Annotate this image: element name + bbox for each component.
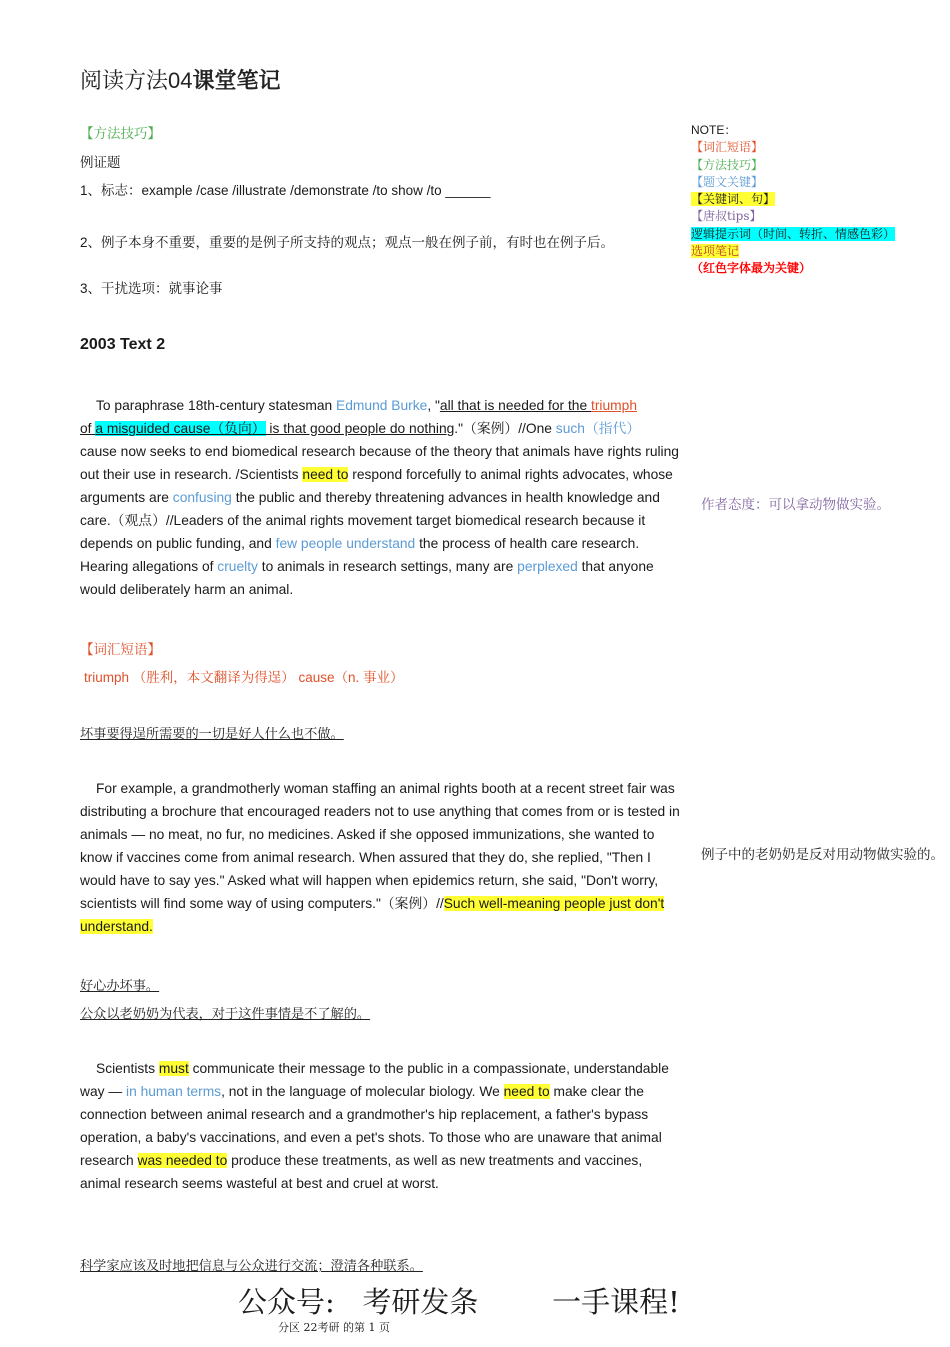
p1-text: to animals in research settings, many are xyxy=(257,559,518,574)
title-bold: 课堂笔记 xyxy=(192,68,281,93)
p1-text: cause now seeks to end biomedical research because of the theory that animals have rights ruling out their use in research. /Scientists xyxy=(80,444,679,482)
p3-text: communicate their message to the public in a compassionate, understandable way — xyxy=(80,1061,669,1099)
p3-need-to: need to xyxy=(503,1084,550,1099)
title-light: 阅读方法04 xyxy=(80,68,193,93)
method-header: 【方法技巧】 xyxy=(80,126,161,141)
p1-need-to: need to xyxy=(302,467,349,482)
footer-banner: 公众号: 考研发条 一手课程! xyxy=(238,1285,680,1319)
p1-triumph: triumph xyxy=(591,398,638,413)
translation-3: 公众以老奶奶为代表，对于这件事情是不了解的。 xyxy=(80,1006,371,1021)
p1-cruelty: cruelty xyxy=(217,559,258,574)
p3-text: , not in the language of molecular biology. We xyxy=(221,1084,504,1099)
p1-misguided-cause: a misguided cause（负向） xyxy=(95,421,266,436)
side-note-1: 作者态度：可以拿动物做实验。 xyxy=(701,497,890,512)
page-number: 分区 22考研 的第 1 页 xyxy=(278,1321,390,1334)
page-title xyxy=(80,64,281,95)
note-logic-row xyxy=(691,226,895,243)
p3-was-needed: was needed to xyxy=(137,1153,228,1168)
note-key: 【题文关键】 xyxy=(691,174,764,189)
p1-such: such（指代） xyxy=(555,421,641,436)
vocab-items: triumph （胜利，本文翻译为得逞） cause（n. 事业） xyxy=(84,670,404,685)
translation-4: 科学家应该及时地把信息与公众进行交流；澄清各种联系。 xyxy=(80,1258,423,1273)
note-tips: 【唐叔tips】 xyxy=(691,209,762,224)
note-option xyxy=(691,243,895,260)
method-point-2: 2、例子本身不重要，重要的是例子所支持的观点；观点一般在例子前，有时也在例子后。 xyxy=(80,235,615,250)
translation-1: 坏事要得逞所需要的一切是好人什么也不做。 xyxy=(80,726,344,741)
p1-few-people: few people understand xyxy=(275,536,416,551)
note-legend xyxy=(691,122,895,278)
note-keyword-row xyxy=(691,191,895,208)
note-keyword: 【关键词、句】 xyxy=(691,192,776,207)
note-red: （红色字体最为关键） xyxy=(691,261,812,276)
p3-text: Scientists xyxy=(96,1061,159,1076)
vocab-header: 【词汇短语】 xyxy=(80,642,161,657)
p2-highlight: Such well-meaning people just don't understand. xyxy=(80,896,665,934)
p1-edmund: Edmund Burke xyxy=(336,398,428,413)
p1-text: , " xyxy=(427,398,440,413)
p1-text: To paraphrase 18th-century statesman xyxy=(96,398,337,413)
note-option-text: 选项笔记 xyxy=(691,244,740,259)
p1-underline: of xyxy=(80,421,96,436)
paragraph-3 xyxy=(80,1057,680,1195)
method-point-1: 1、标志：example /case /illustrate /demonstrate /to show /to ______ xyxy=(80,183,491,198)
p1-perplexed: perplexed xyxy=(517,559,578,574)
section-title: 2003 Text 2 xyxy=(80,336,166,353)
p1-underline: is that good people do nothing xyxy=(265,421,455,436)
note-label: NOTE： xyxy=(691,123,737,137)
p3-text: make clear the connection between animal research and a grandmother's hip replacement, a father's bypass operation, a baby's vaccinations, and even a pet's shots. To those who are unaware that animal research xyxy=(80,1084,662,1168)
p1-text: that anyone would deliberately harm an animal. xyxy=(80,559,654,597)
paragraph-1 xyxy=(80,394,680,601)
p1-text: the process of health care research. Hearing allegations of xyxy=(80,536,640,574)
p3-human-terms: in human terms xyxy=(126,1084,222,1099)
paragraph-2 xyxy=(80,777,680,938)
side-note-2: 例子中的老奶奶是反对用动物做实验的。 xyxy=(701,847,944,862)
note-logic: 逻辑提示词（时间、转折、情感色彩） xyxy=(691,226,896,241)
note-method: 【方法技巧】 xyxy=(691,157,764,172)
p1-text: respond forcefully to animal rights advocates, whose arguments are xyxy=(80,467,673,505)
p3-text: produce these treatments, as well as new treatments and vaccines, animal research seems wasteful at best and cruel at worst. xyxy=(80,1153,643,1191)
p1-confusing: confusing xyxy=(172,490,232,505)
p1-underline: all that is needed for the xyxy=(439,398,591,413)
p1-text: ."（案例）//One xyxy=(454,421,556,436)
p1-text: the public and thereby threatening advances in health knowledge and care.（观点）//Leaders of the animal rights movement target biomedical research because it depends on public funding, and xyxy=(80,490,660,551)
method-label: 例证题 xyxy=(80,155,121,170)
method-point-3: 3、干扰选项：就事论事 xyxy=(80,281,223,296)
p3-must: must xyxy=(158,1061,189,1076)
p2-text: For example, a grandmotherly woman staffing an animal rights booth at a recent street fair was distributing a brochure that encouraged readers not to use anything that comes from or is tested in animals — no meat, no fur, no medicines. Asked if she opposed immunizations, she wanted to know if vaccines come from animal research. When assured that they do, she replied, "Then I would have to say yes." Asked what will happen when epidemics return, she said, "Don't worry, scientists will find some way of using computers."（案例）// xyxy=(80,781,680,911)
translation-2: 好心办坏事。 xyxy=(80,978,160,993)
note-vocab: 【词汇短语】 xyxy=(691,140,764,155)
